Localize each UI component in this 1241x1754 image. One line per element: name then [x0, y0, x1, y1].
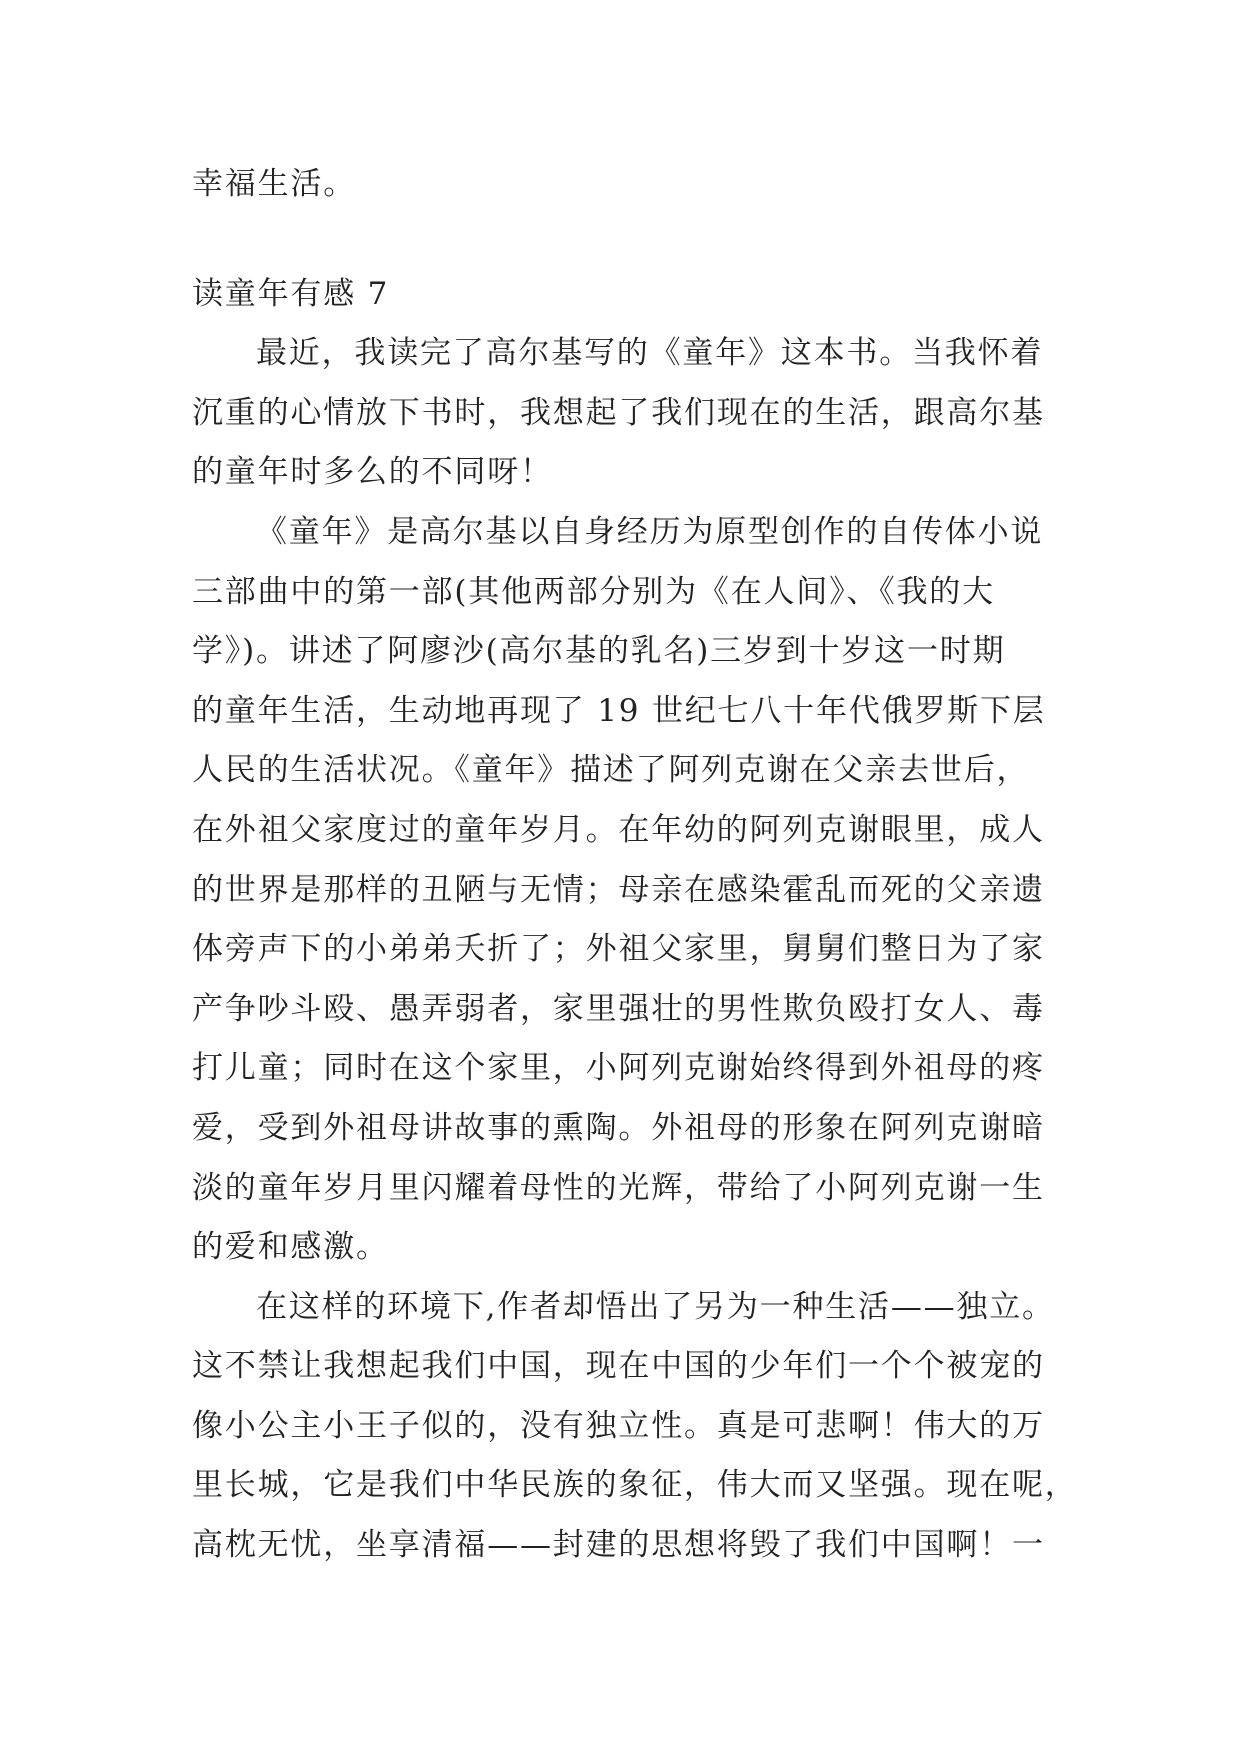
paragraph-line: 产争吵斗殴、愚弄弱者，家里强壮的男性欺负殴打女人、毒: [192, 990, 1045, 1027]
paragraph-line: 最近，我读完了高尔基写的《童年》这本书。当我怀着: [256, 335, 1044, 372]
paragraph-1: [192, 324, 1052, 503]
paragraph-line: 爱，受到外祖母讲故事的熏陶。外祖母的形象在阿列克谢暗: [192, 1109, 1045, 1146]
paragraph-line: 人民的生活状况。《童年》描述了阿列克谢在父亲去世后，: [192, 752, 1030, 789]
paragraph-line: 在外祖父家度过的童年岁月。在年幼的阿列克谢眼里，成人: [192, 811, 1045, 848]
document-body: [192, 155, 1078, 1576]
paragraph-line: 的童年时多么的不同呀！: [192, 454, 553, 491]
paragraph-line: 里长城，它是我们中华民族的象征，伟大而又坚强。现在呢，: [192, 1467, 1078, 1504]
paragraph-line: 体旁声下的小弟弟夭折了；外祖父家里，舅舅们整日为了家: [192, 931, 1045, 968]
paragraph-line: 打儿童；同时在这个家里，小阿列克谢始终得到外祖母的疼: [192, 1050, 1045, 1087]
previous-paragraph-tail: 幸福生活。: [192, 166, 356, 202]
paragraph-line: 沉重的心情放下书时，我想起了我们现在的生活，跟高尔基: [192, 394, 1045, 431]
paragraph-line: 的童年生活，生动地再现了 19 世纪七八十年代俄罗斯下层: [192, 692, 1046, 729]
paragraph-3: [192, 1278, 1078, 1576]
paragraph-line: 三部曲中的第一部(其他两部分别为《在人间》、《我的大: [192, 573, 995, 610]
paragraph-2: [192, 503, 1052, 1278]
paragraph-line: 《童年》是高尔基以自身经历为原型创作的自传体小说: [256, 513, 1044, 550]
paragraph-line: 在这样的环境下,作者却悟出了另为一种生活——独立。: [256, 1288, 1055, 1325]
paragraph-line: 淡的童年岁月里闪耀着母性的光辉，带给了小阿列克谢一生: [192, 1169, 1045, 1206]
section-title: 读童年有感 7: [192, 275, 390, 312]
paragraph-line: 高枕无忧，坐享清福——封建的思想将毁了我们中国啊！一: [192, 1527, 1045, 1564]
paragraph-line: 学》)。讲述了阿廖沙(高尔基的乳名)三岁到十岁这一时期: [192, 633, 1006, 670]
paragraph-line: 这不禁让我想起我们中国，现在中国的少年们一个个被宠的: [192, 1348, 1045, 1385]
paragraph-line: 的世界是那样的丑陋与无情；母亲在感染霍乱而死的父亲遗: [192, 871, 1045, 908]
paragraph-line: 像小公主小王子似的，没有独立性。真是可悲啊！伟大的万: [192, 1407, 1045, 1444]
paragraph-line: 的爱和感激。: [192, 1229, 389, 1266]
